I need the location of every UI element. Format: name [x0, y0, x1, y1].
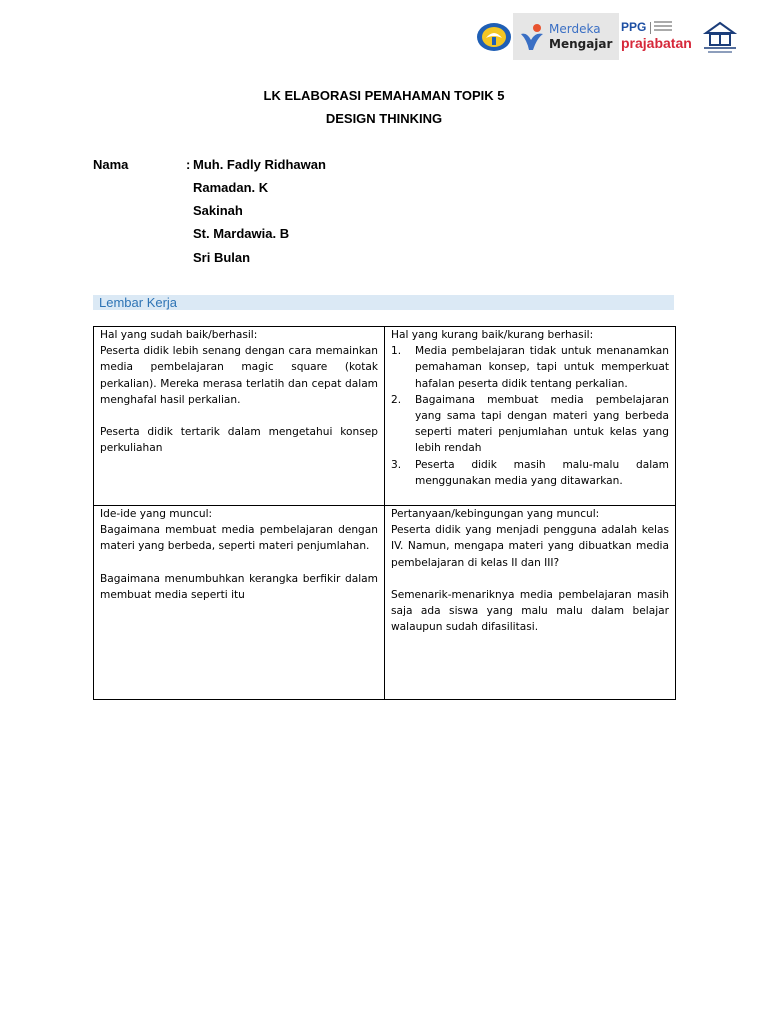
- cell-good: [94, 327, 385, 506]
- cell-heading: Ide-ide yang muncul:: [100, 508, 213, 520]
- list-item-text: Bagaimana membuat media pembelajaran yang sama tapi dengan materi yang berbeda seperti materi penjumlahan untuk kelas yang lebih rendah: [415, 393, 669, 455]
- cell-paragraph: Semenarik-menariknya media pembelajaran masih saja ada siswa yang malu malu dalam belajar walaupun sudah difasilitasi.: [391, 588, 669, 634]
- document-title: LK ELABORASI PEMAHAMAN TOPIK 5: [263, 88, 505, 103]
- list-item: [391, 457, 669, 489]
- cell-paragraph: Peserta didik yang menjadi pengguna adalah kelas IV. Namun, mengapa materi yang dibuatkan media pembelajaran di kelas II dan III?: [391, 524, 669, 569]
- member-name: Muh. Fadly Ridhawan: [193, 157, 326, 172]
- merdeka-mengajar-logo: [513, 13, 619, 60]
- document-subtitle: DESIGN THINKING: [325, 111, 443, 126]
- mengajar-text: Mengajar: [549, 37, 613, 51]
- list-item-text: Media pembelajaran tidak untuk menanamkan pemahaman konsep, tapi untuk memperkuat hafalan peserta didik tentang perkalian.: [415, 345, 669, 390]
- cell-heading: Pertanyaan/kebingungan yang muncul:: [391, 508, 600, 520]
- cell-questions: [385, 506, 676, 700]
- tut-wuri-handayani-emblem-icon: [476, 22, 512, 52]
- cell-paragraph: Bagaimana membuat media pembelajaran dengan materi yang berbeda, seperti materi penjumlahan.: [100, 524, 378, 553]
- cell-paragraph: Bagaimana menumbuhkan kerangka berfikir dalam membuat media seperti itu: [100, 572, 378, 601]
- list-number: 3.: [391, 458, 402, 471]
- cell-ideas: [94, 506, 385, 700]
- university-emblem-icon: [700, 21, 740, 55]
- list-item: [391, 392, 669, 457]
- ppg-prajabatan-logo: [621, 18, 697, 58]
- cell-paragraph: Peserta didik tertarik dalam mengetahui konsep perkuliahan: [100, 426, 378, 455]
- name-label: Nama: [93, 157, 129, 172]
- cell-paragraph: Peserta didik lebih senang dengan cara memainkan media pembelajaran magic square (kotak perkalian). Mereka merasa terlatih dan cepat dalam menghafal hasil perkalian.: [100, 345, 378, 406]
- list-number: 2.: [391, 393, 402, 406]
- name-colon: :: [186, 157, 191, 172]
- member-name: Sri Bulan: [193, 250, 251, 265]
- ppg-text: PPG: [621, 20, 647, 34]
- list-item-text: Peserta didik masih malu-malu dalam menggunakan media yang ditawarkan.: [415, 458, 669, 487]
- ppg-small-text-lines: [654, 21, 672, 23]
- table-row: [94, 506, 676, 700]
- header-logos: [474, 13, 740, 60]
- cell-less-good: [385, 327, 676, 506]
- table-row: [94, 327, 676, 506]
- list-item: [391, 343, 669, 392]
- cell-heading: Hal yang sudah baik/berhasil:: [100, 329, 258, 341]
- member-name: Sakinah: [193, 203, 243, 218]
- numbered-list: [391, 343, 669, 489]
- cell-heading: Hal yang kurang baik/kurang berhasil:: [391, 329, 594, 341]
- prajabatan-text: prajabatan: [621, 35, 692, 51]
- member-name: Ramadan. K: [193, 180, 269, 195]
- worksheet-section-header: [93, 295, 674, 310]
- merdeka-text: Merdeka: [549, 22, 601, 36]
- list-number: 1.: [391, 345, 402, 358]
- ppg-separator: [650, 22, 651, 34]
- merdeka-mengajar-mark-icon: [519, 22, 545, 52]
- member-name: St. Mardawia. B: [193, 226, 290, 241]
- worksheet-section-heading: Lembar Kerja: [99, 295, 178, 310]
- worksheet-table: [93, 326, 676, 700]
